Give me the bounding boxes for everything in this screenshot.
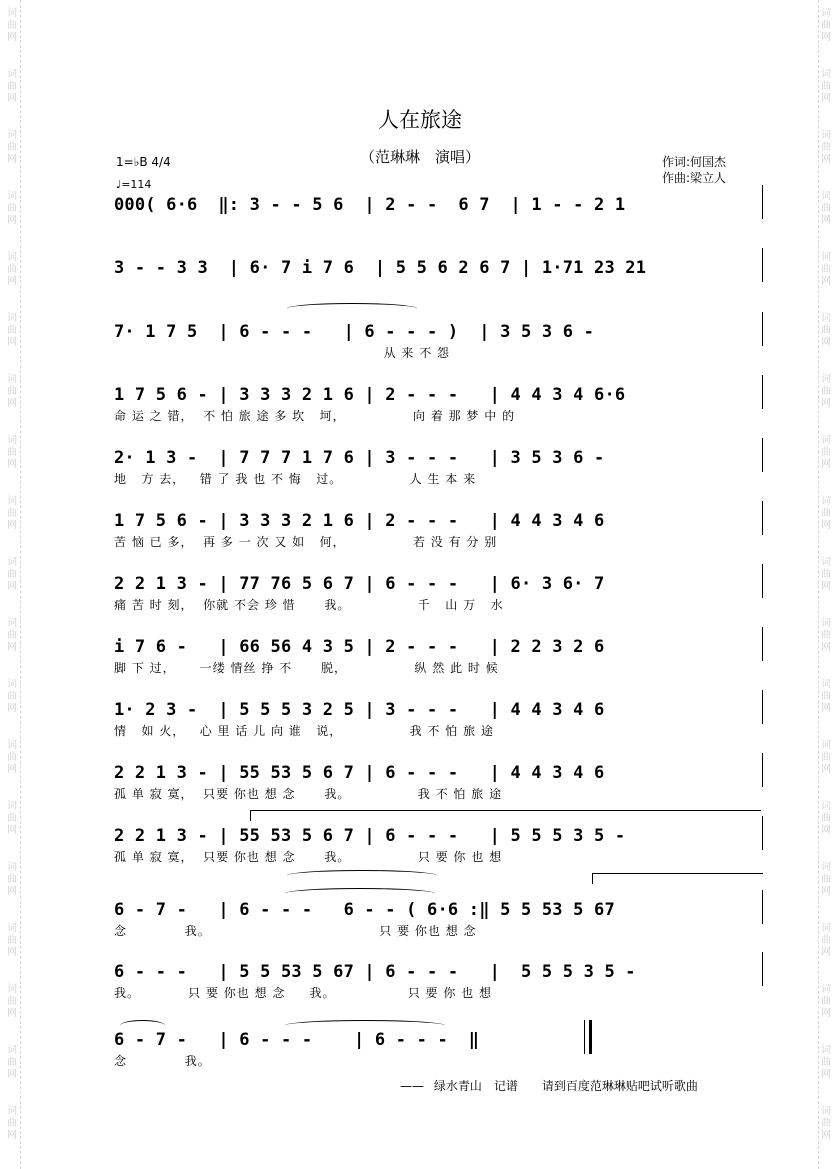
- barline: [762, 564, 763, 598]
- watermark-char: 词: [821, 69, 831, 80]
- watermark-char: 曲: [821, 325, 831, 336]
- watermark-group: [820, 313, 832, 349]
- watermark-group: [6, 1106, 18, 1142]
- watermark-group: [820, 984, 832, 1020]
- lyric-line: 从 来 不 怨: [114, 346, 451, 360]
- lyric-line: 命 运 之 错， 不 怕 旅 途 多 坎 坷， 向 着 那 梦 中 的: [114, 409, 516, 423]
- watermark-char: 网: [7, 703, 17, 714]
- watermark-group: [6, 618, 18, 654]
- watermark-char: 词: [7, 252, 17, 263]
- watermark-group: [6, 557, 18, 593]
- watermark-char: 词: [7, 1106, 17, 1117]
- watermark-char: 词: [7, 69, 17, 80]
- barline: [584, 1020, 592, 1054]
- watermark-char: 网: [821, 276, 831, 287]
- notation-line: 6 - - - | 5 5 53 5 67 | 6 - - - | 5 5 5 3 5 -: [114, 962, 636, 982]
- watermark-left: [2, 0, 24, 1169]
- watermark-group: [820, 435, 832, 471]
- watermark-char: 词: [7, 862, 17, 873]
- watermark-char: 词: [821, 557, 831, 568]
- barline: [762, 185, 763, 219]
- watermark-char: 网: [7, 764, 17, 775]
- watermark-char: 曲: [821, 508, 831, 519]
- lyric-line: 孤 单 寂 寞， 只要 你也 想 念 我。 只 要 你 也 想: [114, 850, 503, 864]
- song-title: 人在旅途: [378, 108, 462, 132]
- watermark-char: 词: [821, 984, 831, 995]
- watermark-group: [820, 8, 832, 44]
- watermark-char: 网: [821, 1008, 831, 1019]
- volta-bracket: [250, 810, 761, 821]
- notation-line: 1· 2 3 - | 5 5 5 3 2 5 | 3 - - - | 4 4 3 4 6: [114, 700, 605, 720]
- watermark-char: 词: [7, 679, 17, 690]
- watermark-char: 曲: [821, 874, 831, 885]
- watermark-char: 曲: [821, 81, 831, 92]
- watermark-char: 网: [821, 703, 831, 714]
- watermark-char: 曲: [821, 1057, 831, 1068]
- watermark-char: 词: [7, 191, 17, 202]
- watermark-group: [6, 252, 18, 288]
- watermark-char: 曲: [821, 569, 831, 580]
- notation-line: i 7 6 - | 66 56 4 3 5 | 2 - - - | 2 2 3 2 6: [114, 637, 605, 657]
- watermark-char: 曲: [7, 325, 17, 336]
- watermark-group: [820, 1045, 832, 1081]
- watermark-group: [6, 923, 18, 959]
- watermark-char: 曲: [7, 20, 17, 31]
- watermark-group: [820, 679, 832, 715]
- transcriber-footer: —— 绿水青山 记谱 请到百度范琳琳贴吧试听歌曲: [400, 1079, 698, 1093]
- barline: [762, 375, 763, 409]
- watermark-char: 网: [7, 825, 17, 836]
- watermark-group: [6, 374, 18, 410]
- barline: [762, 690, 763, 724]
- watermark-char: 曲: [821, 935, 831, 946]
- notation-line: 2· 1 3 - | 7 7 7 1 7 6 | 3 - - - | 3 5 3 6 -: [114, 448, 605, 468]
- key-signature: 1=♭B 4/4: [116, 155, 171, 169]
- notation-line: 1 7 5 6 - | 3 3 3 2 1 6 | 2 - - - | 4 4 3 4 6·6: [114, 385, 626, 405]
- watermark-char: 曲: [821, 813, 831, 824]
- watermark-char: 曲: [7, 813, 17, 824]
- notation-line: 2 2 1 3 - | 55 53 5 6 7 | 6 - - - | 5 5 5 3 5 -: [114, 826, 626, 846]
- tie-slur: [287, 870, 437, 881]
- watermark-group: [6, 984, 18, 1020]
- watermark-group: [6, 801, 18, 837]
- notation-line: 7· 1 7 5 | 6 - - - | 6 - - - ) | 3 5 3 6 -: [114, 322, 595, 342]
- watermark-char: 曲: [821, 630, 831, 641]
- watermark-char: 词: [821, 740, 831, 751]
- watermark-char: 网: [7, 337, 17, 348]
- barline: [762, 627, 763, 661]
- watermark-right: [816, 0, 838, 1169]
- watermark-char: 曲: [7, 264, 17, 275]
- watermark-group: [6, 862, 18, 898]
- lyric-line: 念 我。 只 要 你也 想 念: [114, 924, 477, 938]
- watermark-char: 网: [821, 398, 831, 409]
- watermark-char: 网: [7, 154, 17, 165]
- watermark-char: 词: [7, 8, 17, 19]
- notation-line: 6 - 7 - | 6 - - - 6 - - ( 6·6 :‖ 5 5 53 5 67: [114, 900, 615, 920]
- watermark-char: 网: [7, 947, 17, 958]
- watermark-char: 曲: [821, 996, 831, 1007]
- watermark-char: 词: [821, 679, 831, 690]
- watermark-group: [6, 69, 18, 105]
- watermark-char: 网: [7, 215, 17, 226]
- watermark-char: 词: [821, 435, 831, 446]
- watermark-char: 网: [821, 1069, 831, 1080]
- barline: [762, 753, 763, 787]
- watermark-char: 网: [821, 642, 831, 653]
- watermark-group: [820, 862, 832, 898]
- watermark-char: 曲: [7, 874, 17, 885]
- lyric-line: 孤 单 寂 寞， 只要 你也 想 念 我。 我 不 怕 旅 途: [114, 787, 503, 801]
- watermark-char: 词: [821, 496, 831, 507]
- watermark-group: [820, 923, 832, 959]
- watermark-group: [820, 374, 832, 410]
- watermark-group: [820, 801, 832, 837]
- barline: [762, 248, 763, 282]
- lyricist-credit: 作词:何国杰: [662, 155, 727, 169]
- watermark-char: 词: [7, 130, 17, 141]
- watermark-char: 网: [7, 1008, 17, 1019]
- watermark-char: 词: [821, 130, 831, 141]
- watermark-char: 曲: [7, 691, 17, 702]
- watermark-char: 词: [821, 801, 831, 812]
- watermark-char: 曲: [7, 203, 17, 214]
- watermark-char: 网: [7, 886, 17, 897]
- watermark-char: 网: [7, 520, 17, 531]
- notation-line: 000( 6·6 ‖: 3 - - 5 6 | 2 - - 6 7 | 1 - - 2 1: [114, 195, 626, 215]
- composer-credit: 作曲:梁立人: [662, 171, 727, 185]
- watermark-group: [6, 8, 18, 44]
- watermark-char: 曲: [821, 264, 831, 275]
- watermark-char: 网: [821, 520, 831, 531]
- watermark-group: [6, 496, 18, 532]
- watermark-char: 词: [7, 923, 17, 934]
- watermark-char: 词: [7, 1045, 17, 1056]
- watermark-char: 曲: [7, 752, 17, 763]
- watermark-group: [6, 1045, 18, 1081]
- watermark-char: 词: [7, 984, 17, 995]
- watermark-group: [820, 740, 832, 776]
- watermark-char: 网: [821, 154, 831, 165]
- watermark-char: 曲: [821, 447, 831, 458]
- notation-line: 2 2 1 3 - | 77 76 5 6 7 | 6 - - - | 6· 3 6· 7: [114, 574, 605, 594]
- tie-slur: [120, 1020, 165, 1031]
- watermark-char: 词: [821, 862, 831, 873]
- barline: [762, 816, 763, 850]
- watermark-char: 曲: [821, 1118, 831, 1129]
- watermark-char: 网: [7, 32, 17, 43]
- watermark-char: 词: [821, 252, 831, 263]
- watermark-char: 词: [821, 1045, 831, 1056]
- watermark-char: 曲: [7, 447, 17, 458]
- lyric-line: 地 方 去， 错 了 我 也 不 悔 过。 人 生 本 来: [114, 472, 477, 486]
- watermark-char: 词: [7, 740, 17, 751]
- watermark-char: 曲: [7, 1118, 17, 1129]
- watermark-char: 词: [7, 313, 17, 324]
- watermark-group: [820, 496, 832, 532]
- watermark-char: 曲: [821, 752, 831, 763]
- watermark-char: 网: [821, 886, 831, 897]
- watermark-char: 曲: [7, 630, 17, 641]
- barline: [762, 952, 763, 986]
- watermark-char: 曲: [7, 386, 17, 397]
- watermark-char: 网: [821, 947, 831, 958]
- watermark-char: 曲: [821, 691, 831, 702]
- watermark-char: 词: [821, 618, 831, 629]
- watermark-char: 网: [821, 459, 831, 470]
- watermark-char: 曲: [7, 935, 17, 946]
- volta-bracket: [592, 873, 763, 884]
- watermark-char: 网: [821, 764, 831, 775]
- watermark-char: 曲: [7, 508, 17, 519]
- watermark-char: 网: [7, 93, 17, 104]
- watermark-char: 曲: [821, 142, 831, 153]
- watermark-char: 网: [821, 1130, 831, 1141]
- notation-line: 6 - 7 - | 6 - - - | 6 - - - ‖: [114, 1030, 480, 1050]
- watermark-char: 网: [7, 642, 17, 653]
- watermark-char: 词: [821, 191, 831, 202]
- barline: [762, 438, 763, 472]
- watermark-char: 网: [821, 581, 831, 592]
- watermark-group: [6, 313, 18, 349]
- lyric-line: 脚 下 过， 一缕 情丝 挣 不 脱， 纵 然 此 时 候: [114, 661, 499, 675]
- watermark-group: [820, 69, 832, 105]
- watermark-group: [820, 557, 832, 593]
- lyric-line: 我。 只 要 你也 想 念 我。 只 要 你 也 想: [114, 986, 492, 1000]
- tempo-marking: ♩=114: [116, 178, 152, 191]
- watermark-char: 网: [7, 459, 17, 470]
- lyric-line: 念 我。: [114, 1054, 211, 1068]
- tie-slur: [285, 888, 435, 899]
- watermark-char: 词: [7, 618, 17, 629]
- watermark-char: 曲: [821, 20, 831, 31]
- watermark-char: 曲: [7, 569, 17, 580]
- watermark-char: 曲: [7, 996, 17, 1007]
- watermark-char: 网: [7, 1130, 17, 1141]
- watermark-char: 词: [821, 374, 831, 385]
- tie-slur: [287, 303, 417, 314]
- barline: [762, 890, 763, 924]
- notation-line: 3 - - 3 3 | 6· 7 i 7 6 | 5 5 6 2 6 7 | 1·71 23 21: [114, 258, 647, 278]
- watermark-group: [6, 740, 18, 776]
- watermark-char: 词: [7, 496, 17, 507]
- lyric-line: 苦 恼 已 多， 再 多 一 次 又 如 何， 若 没 有 分 别: [114, 535, 498, 549]
- watermark-group: [820, 618, 832, 654]
- lyric-line: 痛 苦 时 刻， 你就 不会 珍 惜 我。 千 山 万 水: [114, 598, 504, 612]
- watermark-char: 词: [7, 557, 17, 568]
- watermark-char: 曲: [7, 142, 17, 153]
- barline: [762, 501, 763, 535]
- watermark-char: 曲: [821, 203, 831, 214]
- watermark-char: 网: [7, 276, 17, 287]
- watermark-char: 网: [821, 93, 831, 104]
- watermark-group: [6, 191, 18, 227]
- watermark-char: 词: [7, 801, 17, 812]
- barline: [762, 312, 763, 346]
- watermark-char: 词: [821, 313, 831, 324]
- watermark-char: 曲: [821, 386, 831, 397]
- watermark-char: 词: [821, 923, 831, 934]
- watermark-char: 曲: [7, 81, 17, 92]
- watermark-char: 词: [821, 8, 831, 19]
- notation-line: 2 2 1 3 - | 55 53 5 6 7 | 6 - - - | 4 4 3 4 6: [114, 763, 605, 783]
- watermark-char: 网: [821, 825, 831, 836]
- watermark-group: [6, 679, 18, 715]
- watermark-group: [820, 1106, 832, 1142]
- watermark-group: [820, 191, 832, 227]
- watermark-char: 网: [7, 1069, 17, 1080]
- performer-line: （范琳琳 演唱）: [359, 148, 480, 166]
- watermark-group: [6, 435, 18, 471]
- watermark-char: 词: [7, 374, 17, 385]
- tie-slur: [285, 1020, 445, 1031]
- watermark-char: 网: [821, 337, 831, 348]
- watermark-char: 曲: [7, 1057, 17, 1068]
- watermark-char: 网: [7, 398, 17, 409]
- watermark-char: 词: [821, 1106, 831, 1117]
- watermark-char: 网: [821, 215, 831, 226]
- watermark-char: 词: [7, 435, 17, 446]
- notation-line: 1 7 5 6 - | 3 3 3 2 1 6 | 2 - - - | 4 4 3 4 6: [114, 511, 605, 531]
- watermark-char: 网: [821, 32, 831, 43]
- lyric-line: 情 如 火， 心 里 话 儿 向 谁 说， 我 不 怕 旅 途: [114, 724, 494, 738]
- watermark-group: [820, 252, 832, 288]
- watermark-char: 网: [7, 581, 17, 592]
